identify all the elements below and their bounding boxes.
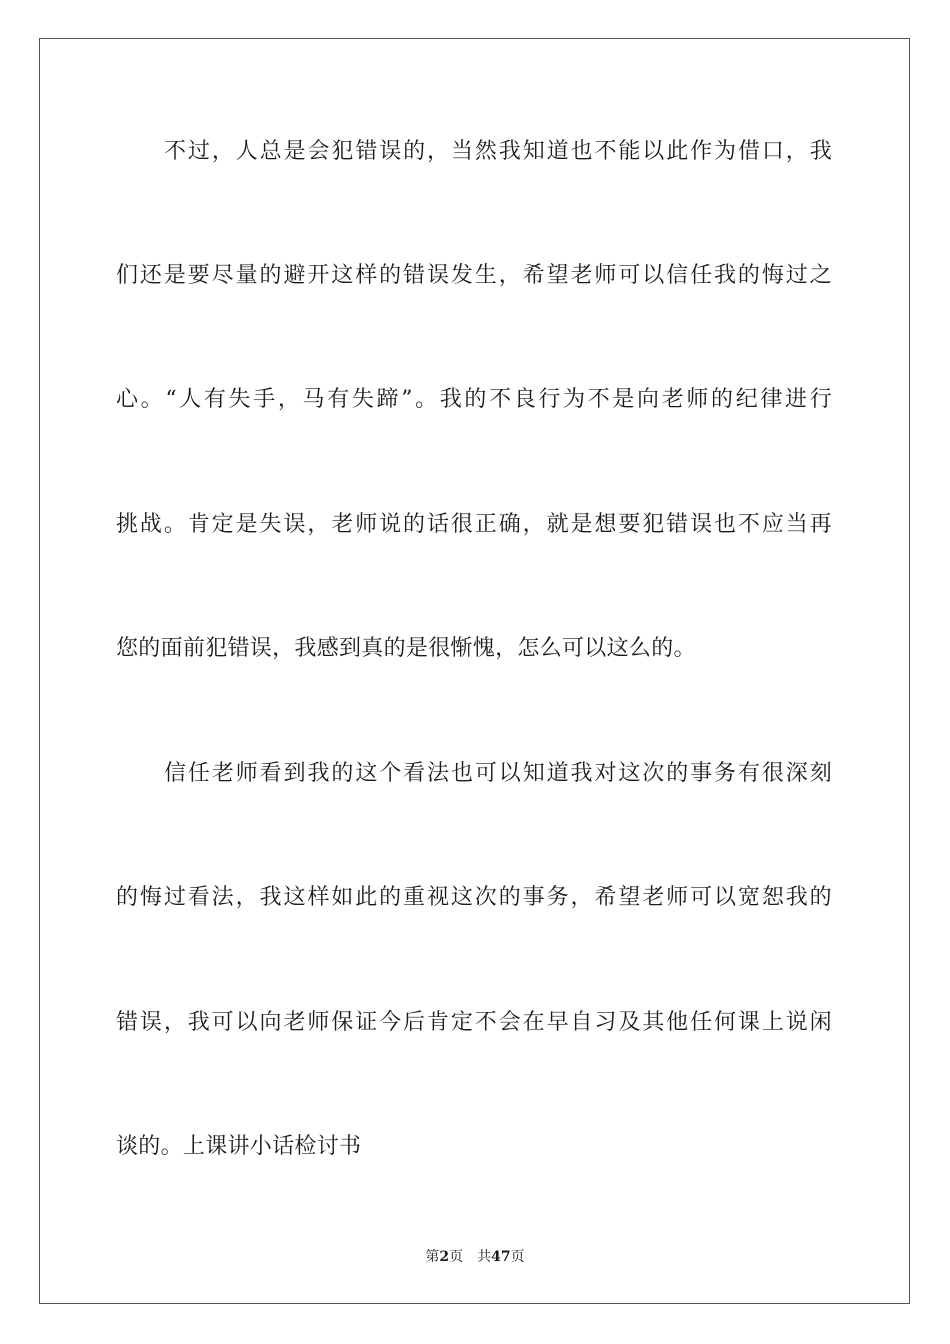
paragraph-1-line-5: 您的面前犯错误，我感到真的是很惭愧，怎么可以这么的。	[116, 636, 696, 661]
paragraph-2-line-2: 的悔过看法，我这样如此的重视这次的事务，希望老师可以宽恕我的	[116, 885, 832, 910]
paragraph-1-line-3: 心。“人有失手，马有失蹄”。我的不良行为不是向老师的纪律进行	[116, 387, 832, 412]
page-prefix: 第	[425, 1249, 440, 1265]
paragraph-1-line-1: 不过，人总是会犯错误的，当然我知道也不能以此作为借口，我	[164, 139, 832, 164]
paragraph-2-line-4: 谈的。上课讲小话检讨书	[116, 1134, 362, 1159]
total-prefix: 共	[477, 1249, 492, 1265]
paragraph-1-line-2: 们还是要尽量的避开这样的错误发生，希望老师可以信任我的悔过之	[116, 263, 832, 288]
total-pages: 47	[491, 1249, 511, 1265]
paragraph-2-line-1: 信任老师看到我的这个看法也可以知道我对这次的事务有很深刻	[164, 761, 832, 786]
page-number: 2	[439, 1249, 450, 1265]
paragraph-1-line-4: 挑战。肯定是失误，老师说的话很正确，就是想要犯错误也不应当再	[116, 512, 832, 537]
total-suffix: 页	[510, 1249, 525, 1265]
page-border	[39, 38, 910, 1304]
paragraph-2-line-3: 错误，我可以向老师保证今后肯定不会在早自习及其他任何课上说闲	[116, 1010, 832, 1035]
page-footer	[0, 1248, 950, 1266]
page-suffix: 页	[449, 1249, 464, 1265]
